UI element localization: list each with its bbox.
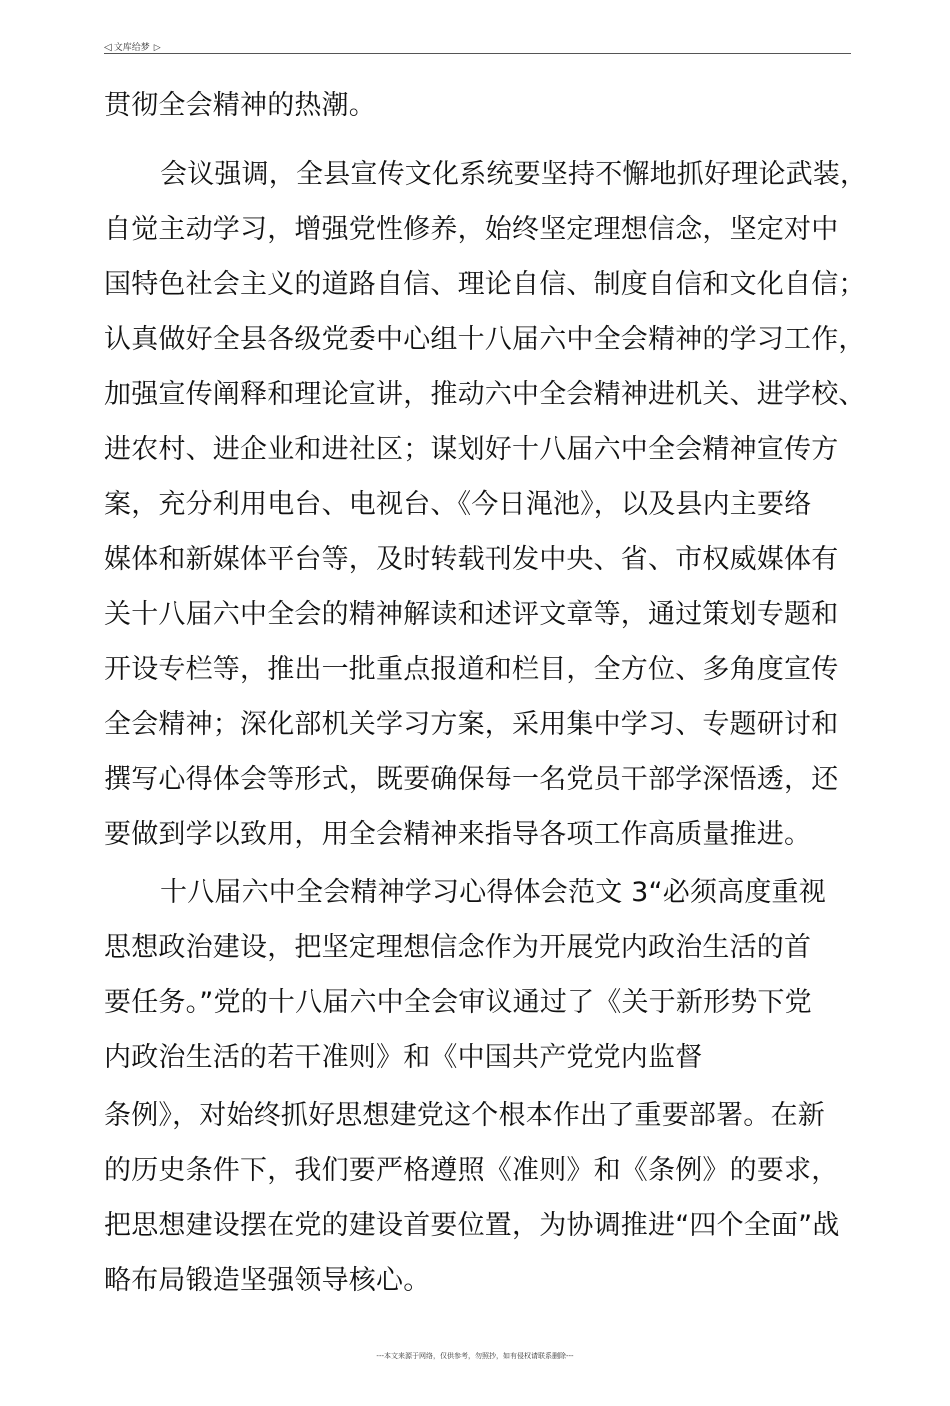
text-line: 媒体和新媒体平台等，及时转载刊发中央、省、市权威媒体有 (104, 544, 839, 575)
text-line: 要做到学以致用，用全会精神来指导各项工作高质量推进。 (104, 819, 812, 850)
text-line: 自觉主动学习，增强党性修养，始终坚定理想信念，坚定对中 (104, 214, 839, 245)
page-header (104, 40, 161, 53)
text-line: 撰写心得体会等形式，既要确保每一名党员干部学深悟透，还 (104, 764, 839, 795)
page-footer: ---本文来源于网络，仅供参考，勿照抄，如有侵权请联系删除--- (376, 1352, 574, 1360)
text-line: 十八届六中全会精神学习心得体会范文 3“必须高度重视 (160, 877, 826, 908)
text-line: 加强宣传阐释和理论宣讲，推动六中全会精神进机关、进学校、 (104, 379, 866, 410)
text-line: 关十八届六中全会的精神解读和述评文章等，通过策划专题和 (104, 599, 839, 630)
text-line: 认真做好全县各级党委中心组十八届六中全会精神的学习工作， (104, 324, 866, 355)
text-line: 全会精神；深化部机关学习方案，采用集中学习、专题研讨和 (104, 709, 839, 740)
header-divider (104, 53, 851, 54)
text-line: 略布局锻造坚强领导核心。 (104, 1265, 431, 1296)
text-line: 会议强调，全县宣传文化系统要坚持不懈地抓好理论武装， (160, 159, 868, 190)
text-line: 开设专栏等，推出一批重点报道和栏目，全方位、多角度宣传 (104, 654, 839, 685)
text-line: 内政治生活的若干准则》和《中国共产党党内监督 (104, 1042, 703, 1073)
text-line: 案，充分利用电台、电视台、《今日渑池》，以及县内主要络 (104, 489, 812, 520)
text-line: 把思想建设摆在党的建设首要位置，为协调推进“四个全面”战 (104, 1210, 840, 1241)
text-line: 条例》，对始终抓好思想建党这个根本作出了重要部署。在新 (104, 1100, 825, 1131)
text-line: 进农村、进企业和进社区；谋划好十八届六中全会精神宣传方 (104, 434, 839, 465)
right-bracket-icon: ▷ (153, 43, 161, 53)
text-line: 国特色社会主义的道路自信、理论自信、制度自信和文化自信； (104, 269, 866, 300)
text-line: 思想政治建设，把坚定理想信念作为开展党内政治生活的首 (104, 932, 812, 963)
header-title: 文库给梦 (113, 43, 150, 53)
left-bracket-icon: ◁ (104, 42, 112, 53)
text-line: 的历史条件下，我们要严格遵照《准则》和《条例》的要求， (104, 1155, 839, 1186)
text-line: 贯彻全会精神的热潮。 (104, 90, 376, 121)
text-line: 要任务。”党的十八届六中全会审议通过了《关于新形势下党 (104, 987, 812, 1018)
